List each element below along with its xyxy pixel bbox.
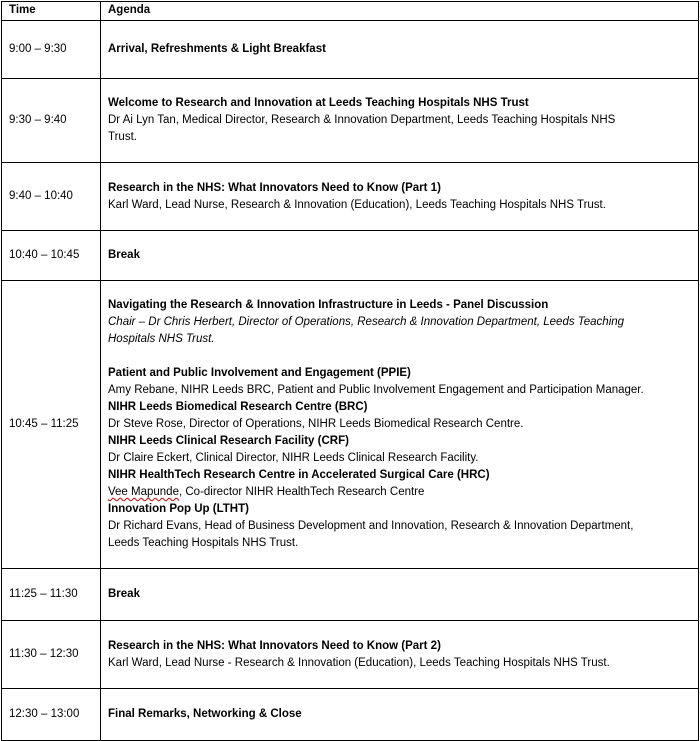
speaker-line: Dr Ai Lyn Tan, Medical Director, Research & Innovation Department, Leeds Teaching Hospitals NHS (108, 114, 616, 126)
speaker-role: , Co-director NIHR HealthTech Research Centre (178, 486, 425, 498)
chair-line: Hospitals NHS Trust. (108, 333, 215, 345)
table-row (2, 231, 699, 281)
table-row (2, 79, 699, 163)
agenda-cell (101, 231, 699, 281)
agenda-cell (101, 689, 699, 741)
panel-speaker-line: Amy Rebane, NIHR Leeds BRC, Patient and Public Involvement Engagement and Participation Manager. (108, 384, 644, 396)
agenda-cell (101, 79, 699, 163)
agenda-column-header: Agenda (101, 2, 699, 21)
panel-org-title: NIHR Leeds Clinical Research Facility (CRF) (108, 435, 349, 447)
session-title: Research in the NHS: What Innovators Need to Know (Part 1) (108, 181, 441, 194)
spellcheck-flagged-name: Vee Mapunde (108, 486, 179, 498)
session-title: Break (108, 588, 140, 600)
panel-speaker-line: Dr Claire Eckert, Clinical Director, NIHR Leeds Clinical Research Facility. (108, 452, 479, 464)
speaker-line: Karl Ward, Lead Nurse, Research & Innovation (Education), Leeds Teaching Hospitals NHS Trust. (108, 198, 606, 211)
panel-org-title: NIHR HealthTech Research Centre in Accelerated Surgical Care (HRC) (108, 469, 490, 481)
table-row (2, 689, 699, 741)
chair-line: Chair – Dr Chris Herbert, Director of Operations, Research & Innovation Department, Leeds Teaching (108, 316, 625, 328)
speaker-line: Trust. (108, 131, 137, 143)
time-cell: 10:45 – 11:25 (2, 281, 101, 569)
header-row (2, 2, 699, 21)
panel-speaker-line: Dr Steve Rose, Director of Operations, NIHR Leeds Biomedical Research Centre. (108, 418, 524, 430)
session-title: Navigating the Research & Innovation Infrastructure in Leeds - Panel Discussion (108, 299, 549, 311)
time-cell: 9:00 – 9:30 (2, 21, 101, 79)
session-title: Final Remarks, Networking & Close (108, 708, 302, 720)
panel-org-title: Patient and Public Involvement and Engagement (PPIE) (108, 367, 411, 379)
table-row (2, 281, 699, 569)
spacer (108, 348, 698, 365)
time-cell: 9:40 – 10:40 (2, 163, 101, 231)
table-row (2, 569, 699, 621)
time-cell: 12:30 – 13:00 (2, 689, 101, 741)
time-cell: 10:40 – 10:45 (2, 231, 101, 281)
time-cell: 9:30 – 9:40 (2, 79, 101, 163)
time-cell: 11:25 – 11:30 (2, 569, 101, 621)
time-cell: 11:30 – 12:30 (2, 621, 101, 689)
session-title: Research in the NHS: What Innovators Need to Know (Part 2) (108, 639, 441, 652)
agenda-cell (101, 281, 699, 569)
panel-speaker-line (108, 484, 698, 501)
session-title: Break (108, 249, 140, 261)
speaker-line: Karl Ward, Lead Nurse - Research & Innovation (Education), Leeds Teaching Hospitals NHS Trust. (108, 656, 610, 669)
agenda-cell (101, 621, 699, 689)
session-title: Arrival, Refreshments & Light Breakfast (108, 43, 326, 55)
table-row (2, 21, 699, 79)
panel-speaker-line: Leeds Teaching Hospitals NHS Trust. (108, 537, 299, 549)
agenda-cell (101, 21, 699, 79)
agenda-table (1, 1, 699, 741)
table-row (2, 621, 699, 689)
panel-org-title: NIHR Leeds Biomedical Research Centre (BRC) (108, 401, 368, 413)
table-row (2, 163, 699, 231)
agenda-cell (101, 163, 699, 231)
time-column-header: Time (2, 2, 101, 21)
agenda-cell (101, 569, 699, 621)
panel-speaker-line: Dr Richard Evans, Head of Business Development and Innovation, Research & Innovation Department, (108, 520, 634, 532)
session-title: Welcome to Research and Innovation at Leeds Teaching Hospitals NHS Trust (108, 97, 529, 109)
panel-org-title: Innovation Pop Up (LTHT) (108, 503, 249, 515)
